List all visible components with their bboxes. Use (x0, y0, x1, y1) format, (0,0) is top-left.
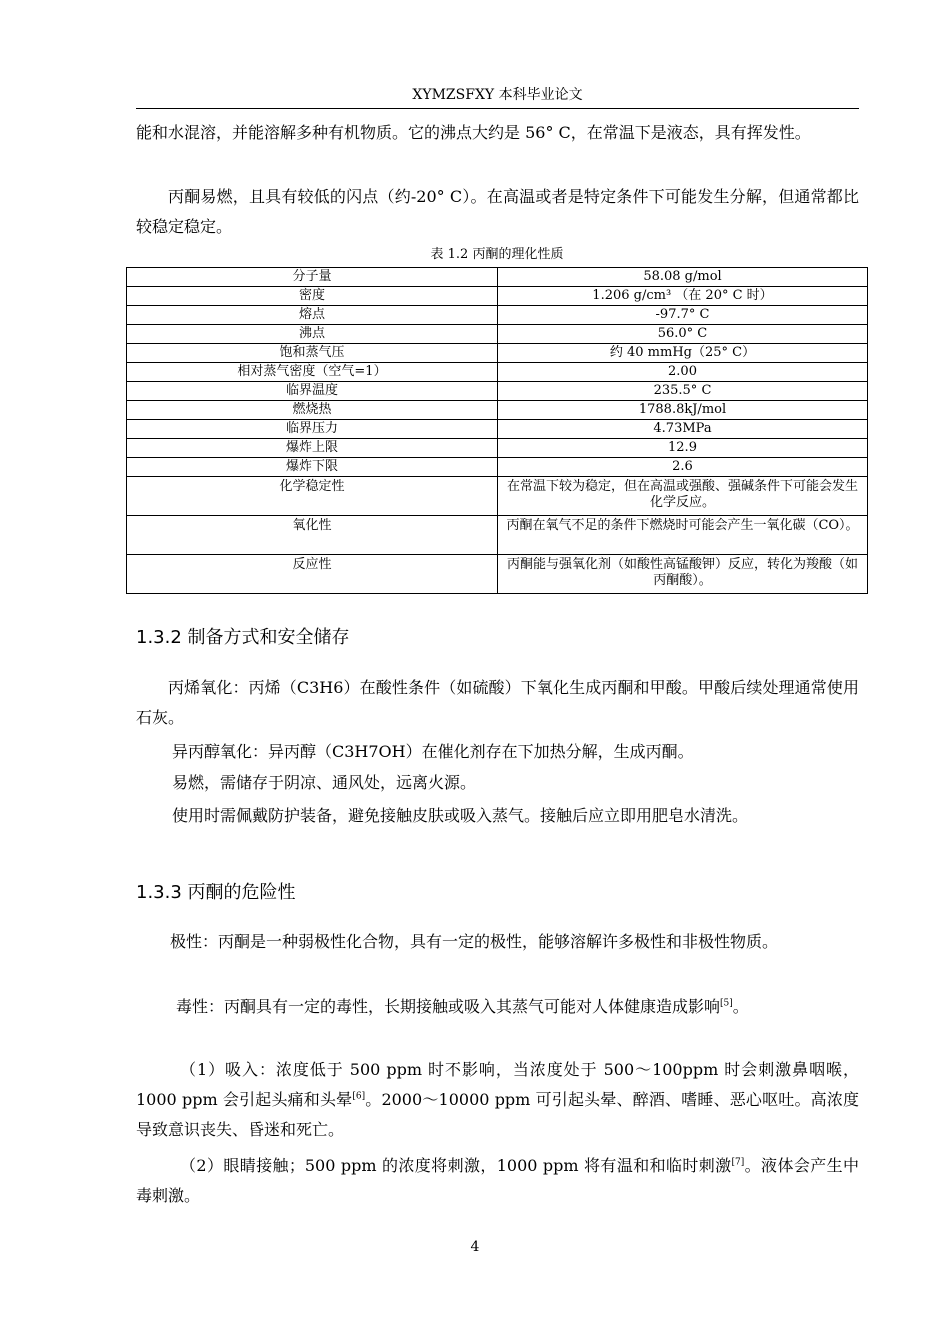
property-value-cell: 56.0° C (498, 325, 868, 344)
property-value-cell: 235.5° C (498, 382, 868, 401)
paragraph-inhalation (136, 1055, 859, 1145)
property-name-cell: 化学稳定性 (127, 477, 498, 516)
property-name-cell: 氧化性 (127, 516, 498, 555)
section-heading-1-3-2: 1.3.2 制备方式和安全储存 (136, 627, 350, 648)
property-value-cell: 2.6 (498, 458, 868, 477)
citation-6: [6] (352, 1091, 366, 1102)
property-value-cell: -97.7° C (498, 306, 868, 325)
paragraph-isopropanol-oxidation: 异丙醇氧化：异丙醇（C3H7OH）在催化剂存在下加热分解，生成丙酮。 (172, 742, 694, 761)
property-value-cell: 约 40 mmHg（25° C） (498, 344, 868, 363)
section-heading-1-3-3: 1.3.3 丙酮的危险性 (136, 882, 296, 903)
citation-5: [5] (720, 998, 733, 1009)
property-value-cell: 1788.8kJ/mol (498, 401, 868, 420)
property-name-cell: 密度 (127, 287, 498, 306)
table-row (127, 420, 868, 439)
page-header: XYMZSFXY 本科毕业论文 (412, 87, 583, 103)
paragraph-storage: 易燃，需储存于阴凉、通风处，远离火源。 (172, 773, 477, 792)
table-row (127, 555, 868, 594)
paragraph-eye-contact (136, 1151, 859, 1211)
paragraph-toxicity (136, 992, 859, 1022)
paragraph-solubility: 能和水混溶，并能溶解多种有机物质。它的沸点大约是 56° C，在常温下是液态，具有挥发性。 (136, 123, 811, 142)
table-row (127, 268, 868, 287)
property-name-cell: 临界温度 (127, 382, 498, 401)
property-value-cell: 2.00 (498, 363, 868, 382)
paragraph-flammability: 丙酮易燃，且具有较低的闪点（约-20° C）。在高温或者是特定条件下可能发生分解，但通常都比较稳定稳定。 (136, 187, 859, 236)
paragraph-polarity: 极性：丙酮是一种弱极性化合物，具有一定的极性，能够溶解许多极性和非极性物质。 (170, 932, 779, 951)
table-row (127, 306, 868, 325)
table-row (127, 439, 868, 458)
property-name-cell: 熔点 (127, 306, 498, 325)
table-row (127, 287, 868, 306)
table-row (127, 477, 868, 516)
property-name-cell: 燃烧热 (127, 401, 498, 420)
inhalation-text-a: （1）吸入：浓度低于 500 ppm 时不影响，当浓度处于 500～100ppm 时会刺激鼻咽喉，1000 ppm 会引起头痛和头晕 (136, 1060, 859, 1109)
table-row (127, 382, 868, 401)
property-value-cell: 12.9 (498, 439, 868, 458)
header-rule (136, 108, 859, 109)
property-value-cell: 58.08 g/mol (498, 268, 868, 287)
property-name-cell: 反应性 (127, 555, 498, 594)
property-value-cell: 1.206 g/cm³ （在 20° C 时） (498, 287, 868, 306)
toxicity-end: 。 (732, 997, 749, 1016)
toxicity-text: 毒性：丙酮具有一定的毒性，长期接触或吸入其蒸气可能对人体健康造成影响 (176, 997, 721, 1016)
table-row (127, 344, 868, 363)
paragraph-protection: 使用时需佩戴防护装备，避免接触皮肤或吸入蒸气。接触后应立即用肥皂水清洗。 (172, 806, 749, 825)
table-row (127, 458, 868, 477)
property-name-cell: 临界压力 (127, 420, 498, 439)
property-name-cell: 沸点 (127, 325, 498, 344)
property-name-cell: 相对蒸气密度（空气=1） (127, 363, 498, 382)
inhalation-text-b: 。2000～10000 ppm 可引起头晕、醉酒、嗜睡、恶心呕吐。高浓度导致意识丧失、昏迷和死亡。 (136, 1090, 859, 1139)
page-number: 4 (470, 1239, 480, 1255)
property-name-cell: 爆炸上限 (127, 439, 498, 458)
property-value-cell: 4.73MPa (498, 420, 868, 439)
property-name-cell: 爆炸下限 (127, 458, 498, 477)
eye-text-a: （2）眼睛接触；500 ppm 的浓度将刺激，1000 ppm 将有温和和临时刺激 (180, 1156, 732, 1175)
citation-7: [7] (731, 1157, 745, 1168)
properties-table (126, 267, 868, 594)
table-row (127, 401, 868, 420)
property-value-cell: 在常温下较为稳定，但在高温或强酸、强碱条件下可能会发生化学反应。 (498, 477, 868, 516)
paragraph-propylene-oxidation: 丙烯氧化：丙烯（C3H6）在酸性条件（如硫酸）下氧化生成丙酮和甲酸。甲酸后续处理通常使用石灰。 (136, 678, 859, 727)
table-row (127, 363, 868, 382)
property-value-cell: 丙酮能与强氧化剂（如酸性高锰酸钾）反应，转化为羧酸（如丙酮酸）。 (498, 555, 868, 594)
table-caption: 表 1.2 丙酮的理化性质 (430, 247, 564, 262)
property-value-cell: 丙酮在氧气不足的条件下燃烧时可能会产生一氧化碳（CO）。 (498, 516, 868, 555)
table-row (127, 516, 868, 555)
property-name-cell: 饱和蒸气压 (127, 344, 498, 363)
eye-text-b: 。液体会产生中毒刺激。 (136, 1156, 859, 1205)
property-name-cell: 分子量 (127, 268, 498, 287)
table-row (127, 325, 868, 344)
